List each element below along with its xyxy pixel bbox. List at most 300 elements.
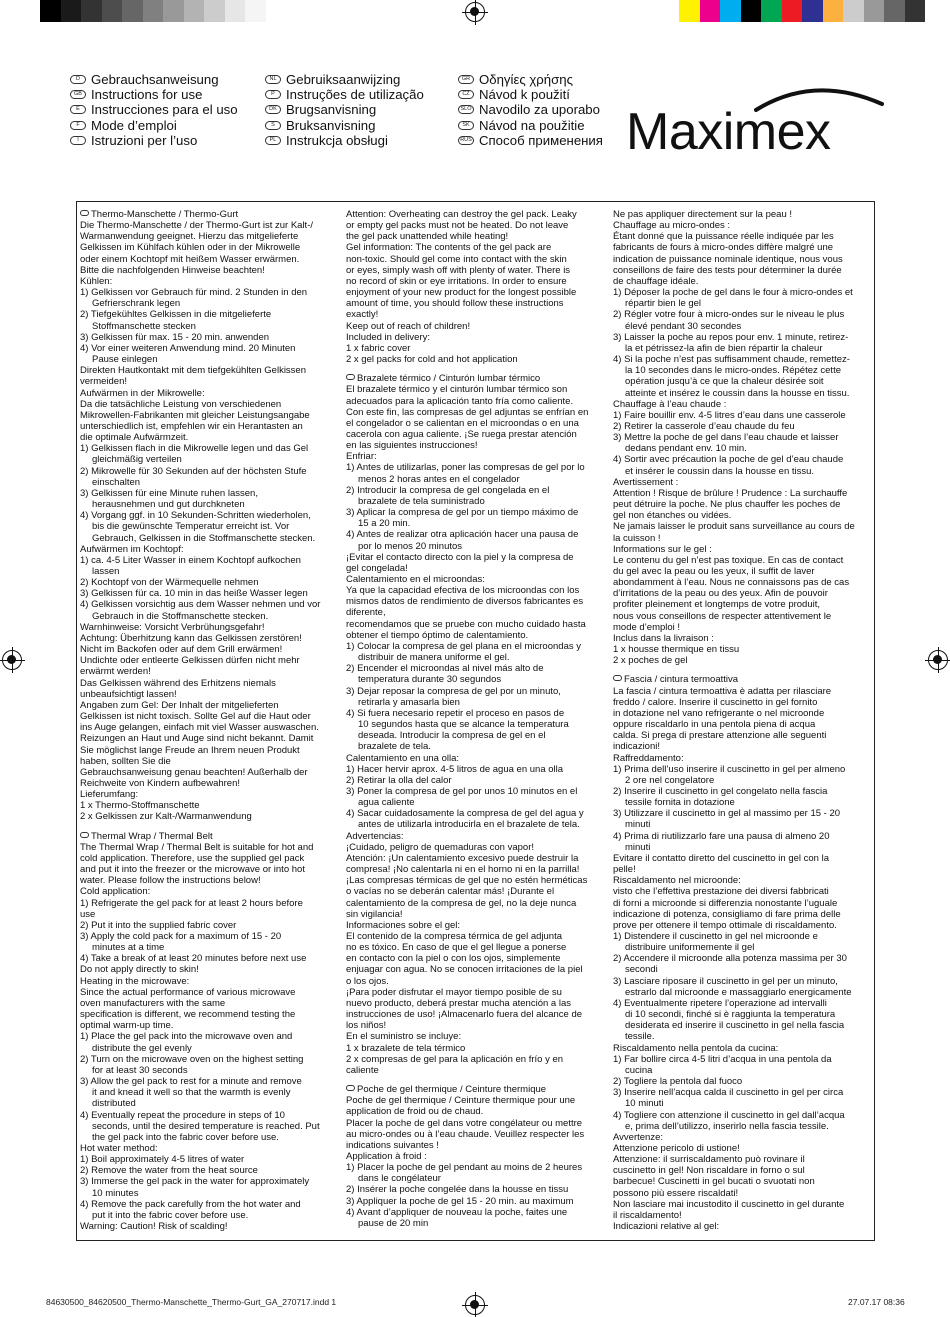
text-line: Placer la poche de gel dans votre congélateur ou mettre <box>346 1117 583 1129</box>
text-line: exactly! <box>346 309 379 321</box>
text-line: 1 x brazalete de tela térmico <box>346 1042 466 1054</box>
text-line: Heating in the microwave: <box>80 975 190 987</box>
text-line: di 10 secondi, finché si è raggiunta la temperatura <box>625 1009 836 1021</box>
registration-mark-left <box>2 650 22 670</box>
text-line: recomendamos que se pruebe con mucho cuidado hasta <box>346 618 586 630</box>
section-title: Fascia / cintura termoattiva <box>624 674 739 686</box>
text-line: Stoffmanschette stecken <box>92 320 196 332</box>
text-line: indication de puissance nominale identique, nous vous <box>613 253 843 265</box>
section-title: Thermo-Manschette / Thermo-Gurt <box>91 209 239 220</box>
text-line: freddo / calore. Inserire il cuscinetto in gel fornito <box>613 696 818 708</box>
text-line: ¡Evitar el contacto directo con la piel y la compresa de <box>346 551 574 563</box>
language-item <box>458 72 603 87</box>
text-line: 2) Inserire il cuscinetto in gel congelato nella fascia <box>613 785 828 797</box>
text-line: 2) Tiefgekühltes Gelkissen in die mitgelieferte <box>80 309 272 321</box>
language-item <box>70 87 238 102</box>
text-line: Gebrauch in die Stoffmanschette stecken. <box>92 610 269 622</box>
color-swatch <box>225 0 246 22</box>
text-line: El brazalete térmico y el cinturón lumbar térmico son <box>346 384 568 396</box>
section-heading <box>346 373 604 384</box>
text-line: Die Thermo-Manschette / der Thermo-Gurt ist zur Kalt-/ <box>80 220 314 232</box>
text-line: visto che l’effettiva prestazione dei diversi fabbricati <box>613 886 829 898</box>
language-flag-icon <box>613 675 622 681</box>
text-column-2 <box>346 209 604 1237</box>
text-line: d’irritations de la peau ou des yeux. Afin de pouvoir <box>613 588 828 600</box>
text-line: Reizungen an Haut und Auge sind nicht bekannt. Damit <box>80 733 314 745</box>
text-line: distribuir de manera uniforme el gel. <box>358 652 510 664</box>
text-line: 2) Remove the water from the heat source <box>80 1165 258 1177</box>
text-line: 2) Accendere il microonde alla potenza massima per 30 <box>613 953 847 965</box>
language-label: Instruções de utilização <box>286 87 424 103</box>
text-line: Pause einlegen <box>92 354 158 366</box>
text-line: minuti <box>625 841 651 853</box>
text-line: 3) Aplicar la compresa de gel por un tiempo máximo de <box>346 507 579 519</box>
text-line: 2 x gel packs for cold and hot application <box>346 354 518 366</box>
language-item <box>70 72 238 87</box>
text-line: et insérer le coussin dans la housse en tissu. <box>625 465 815 477</box>
text-line: 2) Mikrowelle für 30 Sekunden auf der höchsten Stufe <box>80 465 307 477</box>
text-line: Gel information: The contents of the gel pack are <box>346 242 552 254</box>
color-swatch <box>40 0 61 22</box>
text-line: Gelkissen im Kühlfach kühlen oder in der Mikrowelle <box>80 242 301 254</box>
text-line: Kühlen: <box>80 275 113 287</box>
language-label: Brugsanvisning <box>286 102 377 118</box>
color-swatch <box>884 0 905 22</box>
text-line: possono più essere riscaldati! <box>613 1187 739 1199</box>
text-line: put it into the fabric cover before use. <box>92 1209 249 1221</box>
language-code-badge: GR <box>458 75 474 84</box>
text-line: Advertencias: <box>346 830 404 842</box>
text-line: 1) Faire bouillir env. 4-5 litres d’eau dans une casserole <box>613 409 846 421</box>
text-line: Das Gelkissen während des Erhitzens niemals <box>80 677 276 689</box>
text-line: Da die tatsächliche Leistung von verschiedenen <box>80 398 282 410</box>
text-line: lassen <box>92 566 120 577</box>
text-line: Gebrauch, Gelkissen in die Stoffmanschette stecken. <box>92 532 316 544</box>
text-line: 2 ore nel congelatore <box>625 774 715 786</box>
text-line: Aufwärmen im Kochtopf: <box>80 543 184 555</box>
text-line: herausnehmen und gut durchkneten <box>92 499 245 511</box>
text-line: amount of time, you should follow these instructions <box>346 298 564 310</box>
text-line: 1) Gelkissen flach in die Mikrowelle legen und das Gel <box>80 443 309 455</box>
text-line: 1) Refrigerate the gel pack for at least 2 hours before <box>80 897 303 909</box>
text-line: Calentamiento en el microondas: <box>346 574 485 585</box>
language-code-badge: S <box>265 121 281 130</box>
text-line: cucina <box>625 1064 653 1076</box>
text-line: Angaben zum Gel: Der Inhalt der mitgelieferten <box>80 699 279 711</box>
text-line: 2) Régler votre four à micro-ondes sur le niveau le plus <box>613 309 845 321</box>
language-code-badge: D <box>70 75 86 84</box>
text-line: indications suivantes ! <box>346 1139 439 1151</box>
text-line: 4) Si la poche n’est pas suffisamment chaude, remettez- <box>613 354 850 366</box>
text-line: el congelador o se calientan en el microondas o en una <box>346 417 579 429</box>
text-line: 2) Retirar la olla del calor <box>346 774 452 786</box>
text-line: the gel pack unattended while heating! <box>346 231 509 243</box>
text-line: erwärmt werden! <box>80 666 151 678</box>
text-line: atteinte et insérez le coussin dans la housse en tissu. <box>625 387 850 399</box>
text-line: 2 x poches de gel <box>613 655 688 667</box>
text-line: adecuados para la aplicación tanto fría como caliente. <box>346 395 574 407</box>
text-line: élevé pendant 30 secondes <box>625 320 742 332</box>
text-line: einschalten <box>92 476 141 488</box>
section-spacer <box>346 365 604 373</box>
text-line: ¡Las compresas térmicas de gel que no estén herméticas <box>346 875 588 887</box>
text-line: 1) Place the gel pack into the microwave oven and <box>80 1031 293 1043</box>
text-line: 4) Antes de realizar otra aplicación hacer una pausa de <box>346 529 579 541</box>
text-line: or empty gel packs must not be heated. Do not leave <box>346 220 569 232</box>
text-line: Poche de gel thermique / Ceinture thermique pour une <box>346 1095 576 1107</box>
text-line: 4) Sacar cuidadosamente la compresa de gel del agua y <box>346 808 584 820</box>
text-line: Attention: Overheating can destroy the gel pack. Leaky <box>346 209 577 220</box>
text-line: En el suministro se incluye: <box>346 1031 462 1043</box>
text-line: 2) Retirer la casserole d’eau chaude du feu <box>613 420 795 432</box>
text-line: 2) Introducir la compresa de gel congelada en el <box>346 484 550 496</box>
color-swatch <box>184 0 205 22</box>
text-line: Direkten Hautkontakt mit dem tiefgekühlten Gelkissen <box>80 365 306 377</box>
text-line: sin vigilancia! <box>346 908 403 920</box>
text-line: Gelkissen ist nicht toxisch. Sollte Gel auf die Haut oder <box>80 711 311 723</box>
text-line: la cuisson ! <box>613 532 661 544</box>
text-line: Ya que la capacidad efectiva de los microondas con los <box>346 585 580 597</box>
text-line: 1) ca. 4-5 Liter Wasser in einem Kochtopf aufkochen <box>80 554 301 566</box>
text-line: 1) Prima dell’uso inserire il cuscinetto in gel per almeno <box>613 763 846 775</box>
text-line: calentamiento de la compresa de gel, no la deje nunca <box>346 897 577 909</box>
text-line: il riscaldamento! <box>613 1209 682 1221</box>
text-line: pelle! <box>613 864 636 876</box>
text-line: enjuagar con agua. No se conocen irritaciones de la piel <box>346 964 583 976</box>
language-list-3 <box>458 72 603 148</box>
text-line: Ne jamais laisser le produit sans surveillance au cours de <box>613 521 855 533</box>
language-item <box>70 118 238 133</box>
section-title: Poche de gel thermique / Ceinture thermique <box>357 1084 547 1096</box>
registration-mark-top <box>465 2 485 22</box>
text-line: diferente, <box>346 607 386 619</box>
text-line: obtener el tiempo óptimo de calentamiento. <box>346 629 529 641</box>
text-line: Sie möglichst lange Freude an Ihrem neuen Produkt <box>80 744 300 756</box>
section-spacer <box>80 823 338 831</box>
text-line: Hot water method: <box>80 1142 158 1154</box>
text-line: distribuire uniformemente il gel <box>625 942 755 954</box>
language-code-badge: PL <box>265 136 281 145</box>
section-title: Brazalete térmico / Cinturón lumbar térmico <box>357 373 541 385</box>
language-item <box>265 87 424 102</box>
text-line: Warning: Caution! Risk of scalding! <box>80 1221 228 1233</box>
text-line: oppure riscaldarlo in una pentola piena di acqua <box>613 719 816 731</box>
text-line: agua caliente <box>358 797 415 809</box>
language-label: Οδηγίες χρήσης <box>479 72 573 88</box>
language-code-badge: SK <box>458 121 474 130</box>
text-line: 4) Togliere con attenzione il cuscinetto in gel dall’acqua <box>613 1109 845 1121</box>
language-item <box>70 102 238 117</box>
text-line: estrarlo dal microonde e massaggiarlo energicamente <box>625 986 852 998</box>
language-code-badge: CZ <box>458 90 474 99</box>
text-line: oder einem Kochtopf mit heißem Wasser erwärmen. <box>80 253 300 265</box>
text-line: mode d’emploi ! <box>613 621 681 633</box>
text-line: Aufwärmen in der Mikrowelle: <box>80 387 205 399</box>
text-line: ins Auge gelangen, einfach mit viel Wasser auswaschen. <box>80 722 319 734</box>
text-line: compresa! ¡No calentarla ni en el horno ni en la parrilla! <box>346 864 580 876</box>
text-line: Informations sur le gel : <box>613 543 712 555</box>
color-swatch <box>679 0 700 22</box>
color-swatch <box>204 0 225 22</box>
text-line: temperatura durante 30 segundos <box>358 674 502 686</box>
text-line: Cold application: <box>80 886 151 898</box>
text-line: application de froid ou de chaud. <box>346 1106 484 1118</box>
language-label: Bruksanvisning <box>286 117 376 133</box>
color-swatch <box>61 0 82 22</box>
text-line: Included in delivery: <box>346 331 430 343</box>
text-line: 2) Kochtopf von der Wärmequelle nehmen <box>80 577 259 589</box>
text-line: unbeaufsichtigt lassen! <box>80 688 177 700</box>
text-line: 1) Gelkissen vor Gebrauch für mind. 2 Stunden in den <box>80 287 308 299</box>
language-code-badge: E <box>70 105 86 114</box>
text-line: indicazione di potenza, consigliamo di fare prima delle <box>613 908 841 920</box>
color-swatch <box>122 0 143 22</box>
process-color-bar <box>679 0 925 22</box>
text-line: 4) Vorgang ggf. in 10 Sekunden-Schritten wiederholen, <box>80 510 311 522</box>
text-line: en contacto con la piel o con los ojos, simplemente <box>346 953 561 965</box>
text-line: cold application. Therefore, use the supplied gel pack <box>80 852 305 864</box>
text-line: die optimale Aufwärmzeit. <box>80 432 189 444</box>
text-line: 1) Colocar la compresa de gel plana en el microondas y <box>346 640 581 652</box>
language-item <box>70 133 238 148</box>
text-line: ¡Para poder disfrutar el mayor tiempo posible de su <box>346 986 562 998</box>
text-line: Ne pas appliquer directement sur la peau ! <box>613 209 793 220</box>
text-line: La fascia / cintura termoattiva è adatta per rilasciare <box>613 685 832 697</box>
color-swatch <box>761 0 782 22</box>
logo-arc-icon <box>754 82 884 112</box>
text-line: nous vous conseillons de respecter attentivement le <box>613 610 832 622</box>
language-item <box>458 87 603 102</box>
text-line: barbecue! Cuscinetti in gel bucati o svuotati non <box>613 1176 815 1188</box>
color-swatch <box>102 0 123 22</box>
text-line: Achtung: Überhitzung kann das Gelkissen zerstören! <box>80 632 302 644</box>
text-line: 1 x housse thermique en tissu <box>613 644 740 656</box>
color-swatch <box>864 0 885 22</box>
text-line: en las siguientes instrucciones! <box>346 440 478 452</box>
text-line: Since the actual performance of various microwave <box>80 986 296 998</box>
text-line: 1) Far bollire circa 4-5 litri d’acqua in una pentola da <box>613 1053 832 1065</box>
text-line: 3) Gelkissen für max. 15 - 20 min. anwenden <box>80 331 270 343</box>
text-line: 3) Lasciare riposare il cuscinetto in gel per un minuto, <box>613 975 838 987</box>
language-flag-icon <box>346 1085 355 1091</box>
text-line: 2 x compresas de gel para la aplicación en frío y en <box>346 1053 564 1065</box>
text-line: au micro-ondes ou à l’eau chaude. Veuillez respecter les <box>346 1128 585 1140</box>
text-line: 2) Turn on the microwave oven on the highest setting <box>80 1053 304 1065</box>
text-line: di forni a microonde si differenzia nonostante l’uguale <box>613 897 838 909</box>
text-line: 1 x Thermo-Stoffmanschette <box>80 800 200 812</box>
text-line: 1) Antes de utilizarlas, poner las compresas de gel por lo <box>346 462 585 474</box>
registration-mark-right <box>928 650 948 670</box>
language-item <box>458 133 603 148</box>
footer-date: 27.07.17 08:36 <box>848 1297 905 1307</box>
text-line: menos 2 horas antes en el congelador <box>358 473 520 485</box>
text-line: desiderata ed inserire il cuscinetto in gel nella fascia <box>625 1020 845 1032</box>
section-heading <box>346 1084 604 1095</box>
text-line: répartir bien le gel <box>625 298 702 310</box>
text-line: deseada. Introducir la compresa de gel en el <box>358 730 546 742</box>
text-line: Informaciones sobre el gel: <box>346 919 461 931</box>
text-line: 4) Eventualmente ripetere l’operazione ad intervalli <box>613 997 827 1009</box>
grey-color-bar <box>40 0 286 22</box>
language-label: Gebruiksaanwijzing <box>286 72 401 88</box>
color-swatch <box>81 0 102 22</box>
instructions-frame <box>76 201 875 1241</box>
section-spacer <box>613 666 871 674</box>
language-flag-icon <box>80 210 89 216</box>
section-spacer <box>346 1076 604 1084</box>
text-column-1 <box>80 209 338 1237</box>
text-line: 3) Gelkissen für eine Minute ruhen lassen, <box>80 487 258 499</box>
text-line: la 10 secondes dans le micro-ondes. Répétez cette <box>625 365 841 377</box>
text-line: use <box>80 908 96 920</box>
text-line: fabricants de fours à micro-ondes diffère malgré une <box>613 242 834 254</box>
text-column-3 <box>613 209 871 1237</box>
text-line: Chauffage au micro-ondes : <box>613 220 731 232</box>
text-line: Inclus dans la livraison : <box>613 632 714 644</box>
language-flag-icon <box>80 832 89 838</box>
text-line: for at least 30 seconds <box>92 1064 188 1076</box>
language-label: Návod na použitie <box>479 117 585 133</box>
text-line: Étant donné que la puissance réelle indiquée par les <box>613 231 834 243</box>
text-line: 2) Encender el microondas al nivel más alto de <box>346 663 544 675</box>
text-line: pause de 20 min <box>358 1217 429 1229</box>
text-line: 4) Remove the pack carefully from the hot water and <box>80 1198 301 1210</box>
text-line: Calentamiento en una olla: <box>346 752 460 764</box>
text-line: profiter pleinement et longtemps de votre produit, <box>613 599 821 611</box>
text-line: caliente <box>346 1064 379 1076</box>
text-line: gel congelada! <box>346 562 408 574</box>
text-line: Riscaldamento nel microonde: <box>613 875 741 887</box>
text-line: 2 x Gelkissen zur Kalt-/Warmanwendung <box>80 811 252 823</box>
text-line: Attenzione pericolo di ustione! <box>613 1142 740 1154</box>
text-line: brazalete de tela suministrado <box>358 495 485 507</box>
text-line: minuti <box>625 819 651 831</box>
section-title: Thermal Wrap / Thermal Belt <box>91 830 213 842</box>
text-line: gleichmäßig verteilen <box>92 454 182 466</box>
text-line: Atención: ¡Un calentamiento excesivo puede destruir la <box>346 852 579 864</box>
text-line: du gel avec la peau ou les yeux, il suffit de laver <box>613 566 815 577</box>
text-line: 3) Apply the cold pack for a maximum of 15 - 20 <box>80 931 282 942</box>
text-line: o vacías no se deberán calentar más! ¡Durante el <box>346 886 555 898</box>
language-label: Navodilo za uporabo <box>479 102 600 118</box>
text-line: Lieferumfang: <box>80 789 139 801</box>
text-line: por lo menos 20 minutos <box>358 540 463 552</box>
color-swatch <box>802 0 823 22</box>
text-line: Enfriar: <box>346 451 377 463</box>
text-line: instrucciones de uso! ¡Almacenarlo fuera del alcance de <box>346 1009 583 1021</box>
text-line: seconds, until the desired temperature is reached. Put <box>92 1120 320 1132</box>
text-line: 10 minuti <box>625 1098 664 1110</box>
text-line: Nicht im Backofen oder auf dem Grill erwärmen! <box>80 644 283 656</box>
section-heading <box>80 831 338 842</box>
text-line: 4) Prima di riutilizzarlo fare una pausa di almeno 20 <box>613 830 830 842</box>
text-line: bis die gewünschte Temperatur erreicht ist. Vor <box>92 521 290 533</box>
text-line: abondamment à l’eau. Nous ne connaissons pas de cas <box>613 577 850 589</box>
text-line: Reichweite von Kindern aufbewahren! <box>80 777 241 789</box>
text-line: optimal warm-up time. <box>80 1020 174 1032</box>
text-line: 4) Take a break of at least 20 minutes before next use <box>80 953 307 965</box>
text-line: Raffreddamento: <box>613 752 684 764</box>
text-line: Chauffage à l’eau chaude : <box>613 398 727 410</box>
text-line: brazalete de tela. <box>358 741 431 753</box>
text-line: dans le congélateur <box>358 1173 441 1185</box>
text-line: 3) Mettre la poche de gel dans l’eau chaude et laisser <box>613 432 839 444</box>
color-swatch <box>782 0 803 22</box>
text-line: 10 minutes <box>92 1187 139 1199</box>
text-line: minutes at a time <box>92 942 165 954</box>
language-item <box>458 102 603 117</box>
text-line: 2) Insérer la poche congelée dans la housse en tissu <box>346 1184 569 1196</box>
text-line: la et pétrissez-la afin de bien répartir la chaleur <box>625 342 823 354</box>
text-line: de chauffage idéale. <box>613 275 699 287</box>
text-line: 3) Gelkissen für ca. 10 min in das heiße Wasser legen <box>80 588 308 600</box>
text-line: 1) Déposer la poche de gel dans le four à micro-ondes et <box>613 287 853 299</box>
color-swatch <box>700 0 721 22</box>
text-line: Keep out of reach of children! <box>346 320 471 332</box>
language-code-badge: I <box>70 136 86 145</box>
language-item <box>265 102 424 117</box>
text-line: conseillons de faire des tests pour déterminer la durée <box>613 264 842 276</box>
text-line: Gebrauchsanweisung genau beachten! Außerhalb der <box>80 766 308 778</box>
language-code-badge: GB <box>70 90 86 99</box>
text-line: Con este fin, las compresas de gel adjuntas se enfrían en <box>346 406 589 418</box>
language-code-badge: SLO <box>458 105 474 114</box>
text-line: in dotazione nel vano refrigerante o nel microonde <box>613 707 825 719</box>
text-line: Do not apply directly to skin! <box>80 964 199 976</box>
color-swatch <box>905 0 926 22</box>
text-line: 3) Dejar reposar la compresa de gel por un minuto, <box>346 685 561 697</box>
text-line: water. Please follow the instructions below! <box>80 875 261 887</box>
text-line: no record of skin or eye irritations. In order to ensure <box>346 275 567 287</box>
text-line: no es tóxico. En caso de que el gel llegue a ponerse <box>346 942 567 954</box>
language-list-1 <box>70 72 238 148</box>
text-line: haben, sollten Sie die <box>80 755 171 767</box>
text-line: gel non étanches ou vidées. <box>613 510 732 522</box>
text-line: Bitte die nachfolgenden Hinweise beachten! <box>80 264 265 276</box>
section-heading <box>613 674 871 685</box>
color-swatch <box>245 0 266 22</box>
text-line: Attention ! Risque de brûlure ! Prudence : La surchauffe <box>613 487 848 499</box>
text-line: enjoyment of your new product for the longest possible <box>346 287 577 299</box>
text-line: distribute the gel evenly <box>92 1042 192 1054</box>
text-line: e, prima dell’utilizzo, inserirlo nella fascia tessile. <box>625 1120 829 1132</box>
text-line: non-toxic. Should gel come into contact with the skin <box>346 253 567 265</box>
text-line: Le contenu du gel n’est pas toxique. En cas de contact <box>613 554 844 566</box>
language-code-badge: RUS <box>458 136 474 145</box>
text-line: vermeiden! <box>80 376 127 388</box>
brand-name: Maximex <box>626 103 831 161</box>
language-label: Instrucciones para el uso <box>91 102 238 118</box>
text-line: The Thermal Wrap / Thermal Belt is suitable for hot and <box>80 841 314 853</box>
text-line: specification is different, we recommend testing the <box>80 1009 296 1021</box>
text-line: o los ojos. <box>346 975 389 987</box>
text-line: indicazioni! <box>613 741 660 753</box>
footer-filename: 84630500_84620500_Thermo-Manschette_Thermo-Gurt_GA_270717.indd 1 <box>46 1297 337 1307</box>
text-line: nuevo producto, deberá prestar mucha atención a las <box>346 997 571 1009</box>
language-label: Gebrauchsanweisung <box>91 72 219 88</box>
language-label: Istruzioni per l’uso <box>91 132 198 148</box>
text-line: 2) Togliere la pentola dal fuoco <box>613 1076 743 1088</box>
text-line: 3) Poner la compresa de gel por unos 10 minutos en el <box>346 785 578 797</box>
section-heading <box>80 209 338 220</box>
text-line: 1) Boil approximately 4-5 litres of water <box>80 1154 245 1166</box>
text-line: or eyes, simply wash off with plenty of water. There is <box>346 264 571 276</box>
text-line: retirarla y amasarla bien <box>358 696 460 708</box>
text-line: 10 segundos hasta que se alcance la temperatura <box>358 719 569 731</box>
text-line: prove per ottenere il tempo ottimale di riscaldamento. <box>613 919 837 931</box>
text-line: opération jusqu’à ce que la chaleur désirée soit <box>625 376 824 388</box>
language-label: Mode d’emploi <box>91 117 177 133</box>
